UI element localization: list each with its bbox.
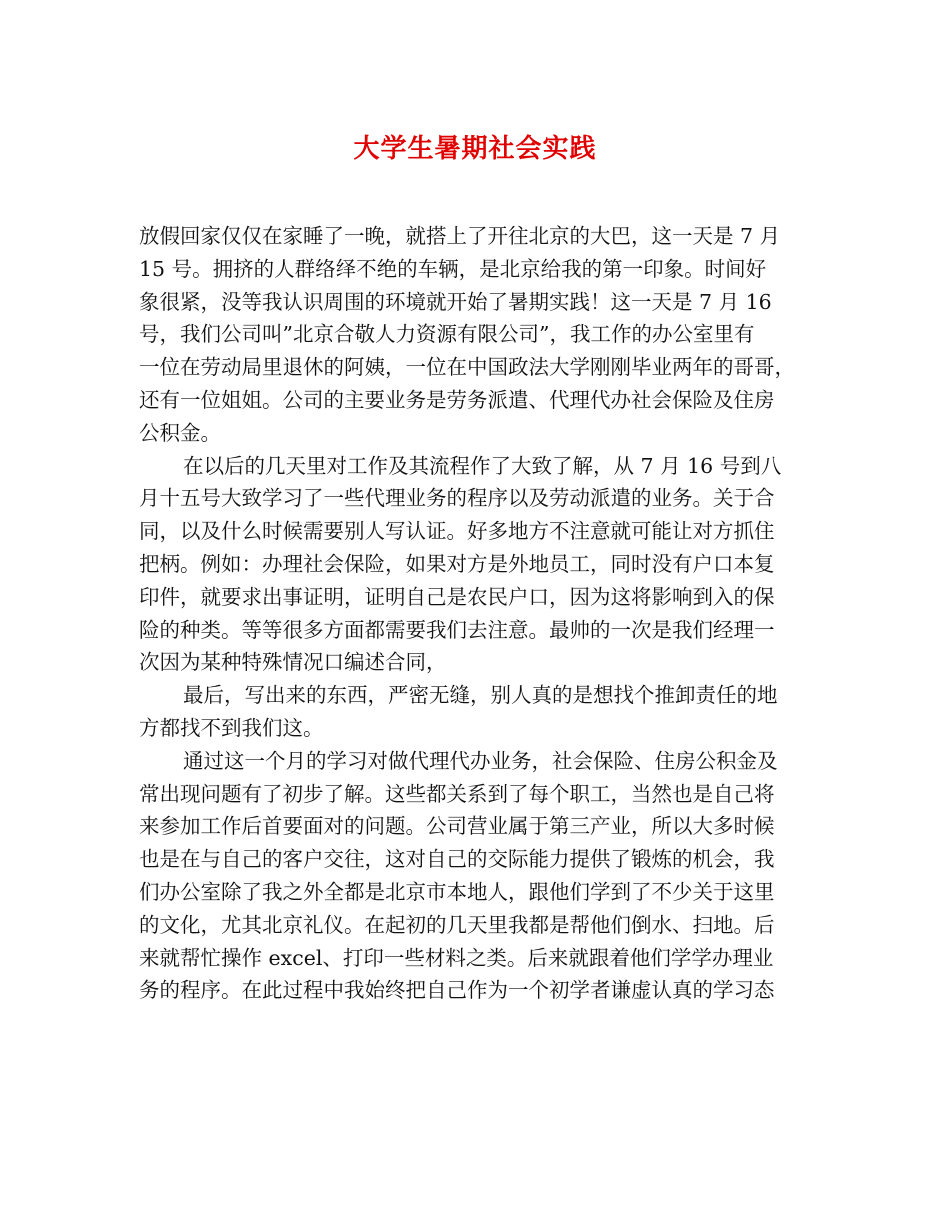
text-line: 把柄。例如：办理社会保险，如果对方是外地员工，同时没有户口本复	[139, 551, 775, 576]
text-line: 们办公室除了我之外全都是北京市本地人，跟他们学到了不少关于这里	[139, 879, 775, 904]
text-line: 也是在与自己的客户交往，这对自己的交际能力提供了锻炼的机会，我	[139, 847, 775, 872]
text-line: 方都找不到我们这。	[139, 715, 324, 740]
text-line: 公积金。	[139, 420, 221, 445]
text-line: 在以后的几天里对工作及其流程作了大致了解，从 7 月 16 号到八	[183, 453, 782, 478]
text-line: 同，以及什么时候需要别人写认证。好多地方不注意就可能让对方抓住	[139, 519, 775, 544]
document-title: 大学生暑期社会实践	[353, 134, 597, 164]
text-line: 一位在劳动局里退休的阿姨，一位在中国政法大学刚刚毕业两年的哥哥，	[139, 355, 795, 380]
text-line: 次因为某种特殊情况口编述合同，	[139, 650, 447, 675]
text-line: 月十五号大致学习了一些代理业务的程序以及劳动派遣的业务。关于合	[139, 486, 775, 511]
text-line: 还有一位姐姐。公司的主要业务是劳务派遣、代理代办社会保险及住房	[139, 387, 775, 412]
text-line: 最后，写出来的东西，严密无缝，别人真的是想找个推卸责任的地	[183, 683, 778, 708]
text-line: 象很紧，没等我认识周围的环境就开始了暑期实践！这一天是 7 月 16	[139, 289, 772, 314]
text-line: 险的种类。等等很多方面都需要我们去注意。最帅的一次是我们经理一	[139, 617, 775, 642]
text-line: 来就帮忙操作 excel、打印一些材料之类。后来就跟着他们学学办理业	[139, 945, 774, 970]
text-line: 印件，就要求出事证明，证明自己是农民户口，因为这将影响到入的保	[139, 584, 775, 609]
text-line: 的文化，尤其北京礼仪。在起初的几天里我都是帮他们倒水、扫地。后	[139, 912, 775, 937]
text-line: 15 号。拥挤的人群络绎不绝的车辆，是北京给我的第一印象。时间好	[139, 256, 767, 281]
text-line: 常出现问题有了初步了解。这些都关系到了每个职工，当然也是自己将	[139, 781, 775, 806]
text-line: 务的程序。在此过程中我始终把自己作为一个初学者谦虚认真的学习态	[139, 978, 775, 1003]
document-body	[139, 220, 819, 1007]
text-line: 通过这一个月的学习对做代理代办业务，社会保险、住房公积金及	[183, 748, 778, 773]
text-line: 号，我们公司叫”北京合敬人力资源有限公司”，我工作的办公室里有	[139, 322, 755, 347]
text-line: 放假回家仅仅在家睡了一晚，就搭上了开往北京的大巴，这一天是 7 月	[139, 224, 781, 248]
text-line: 来参加工作后首要面对的问题。公司营业属于第三产业，所以大多时候	[139, 814, 775, 839]
